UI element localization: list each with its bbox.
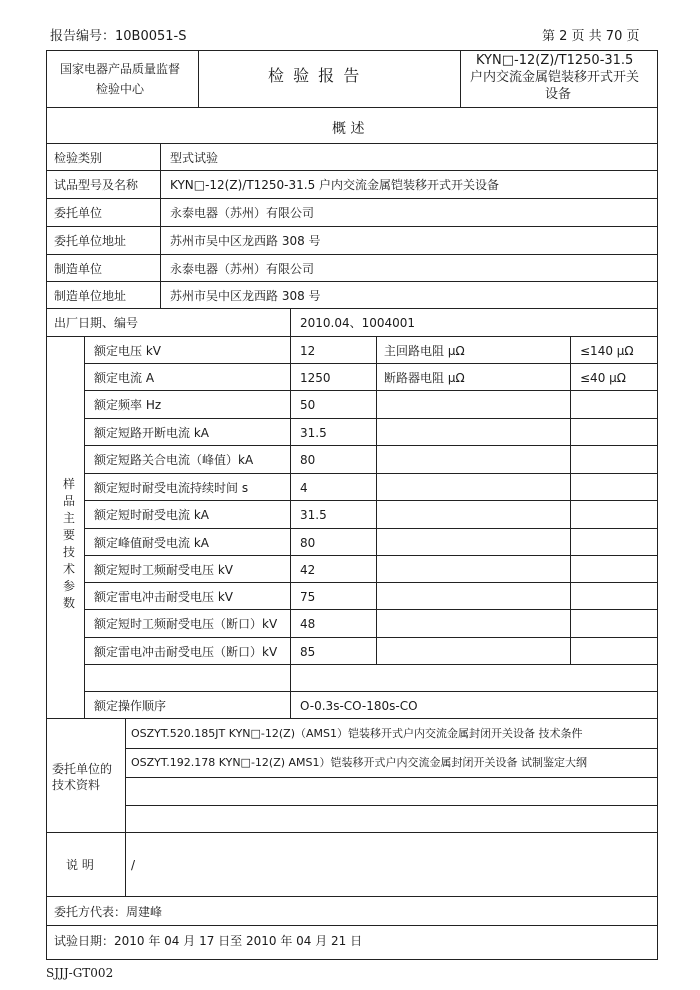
info-label-client-address: 委托单位地址 (54, 234, 127, 248)
param-value-divider (290, 308, 291, 691)
params-group-char: 品 (62, 494, 75, 508)
info-label-manufacturer-address: 制造单位地址 (54, 289, 127, 303)
param-value: 80 (300, 453, 316, 467)
side-param-divider (376, 336, 377, 664)
param-row-rule (84, 555, 658, 556)
params-group-char: 样 (62, 477, 75, 491)
param-row-rule (84, 473, 658, 474)
param-value: 50 (300, 398, 316, 412)
remarks-bottom-rule (46, 896, 658, 897)
info-label-divider (160, 143, 161, 308)
param-row-rule (84, 363, 658, 364)
param-value: 31.5 (300, 426, 327, 440)
param-value: 12 (300, 344, 316, 358)
params-group-char: 参 (62, 579, 75, 593)
info-row-rule (46, 198, 658, 199)
product-title-line3: 设备 (545, 87, 572, 102)
remarks-label: 说 明 (66, 858, 94, 872)
param-name: 额定短路关合电流（峰值）kA (94, 453, 254, 467)
side-param-value-divider (570, 336, 571, 664)
info-row-rule (46, 308, 658, 309)
title-block-divider-right (460, 50, 461, 107)
param-value: 48 (300, 617, 316, 631)
test-date: 试验日期：2010 年 04 月 17 日至 2010 年 04 月 21 日 (54, 934, 363, 948)
param-name: 额定短时工频耐受电压 kV (94, 563, 233, 577)
info-value-manufacturer-address: 苏州市吴中区龙西路 308 号 (170, 289, 321, 303)
page-info: 第 2 页 共 70 页 (542, 29, 640, 44)
param-value: 31.5 (300, 508, 327, 522)
param-name: 额定峰值耐受电流 kA (94, 536, 209, 550)
info-value-manufacturer: 永泰电器（苏州）有限公司 (170, 262, 315, 276)
param-name: 额定短时工频耐受电压（断口）kV (94, 617, 278, 631)
form-code: SJJJ-GT002 (46, 966, 114, 980)
side-param-value: ≤140 μΩ (580, 344, 634, 358)
info-label-model: 试品型号及名称 (54, 178, 139, 192)
param-name: 额定操作顺序 (94, 699, 167, 713)
client-representative: 委托方代表：周建峰 (54, 905, 163, 919)
param-name: 额定短路开断电流 kA (94, 426, 209, 440)
org-name-line2: 检验中心 (96, 82, 145, 96)
params-group-char: 技 (62, 545, 75, 559)
param-row-rule (84, 637, 658, 638)
params-bottom-rule (46, 718, 658, 719)
info-value-test-type: 型式试验 (170, 151, 219, 165)
param-name: 额定电流 A (94, 371, 155, 385)
params-group-char: 术 (62, 562, 75, 576)
param-row-rule (84, 390, 658, 391)
tech-docs-label-line2: 技术资料 (52, 778, 101, 792)
params-group-divider (84, 336, 85, 718)
product-title-line1: KYN□-12(Z)/T1250-31.5 (476, 53, 634, 68)
param-value: 42 (300, 563, 316, 577)
param-row-rule (84, 445, 658, 446)
params-group-char: 数 (62, 596, 75, 610)
param-row-rule (84, 691, 658, 692)
tech-docs-bottom-rule (46, 832, 658, 833)
param-name: 额定短时耐受电流 kA (94, 508, 209, 522)
param-value: O-0.3s-CO-180s-CO (300, 699, 418, 713)
title-block-divider-left (198, 50, 199, 107)
info-row-rule (46, 170, 658, 171)
tech-docs-label-divider (125, 718, 126, 896)
report-number: 报告编号：10B0051-S (50, 29, 187, 44)
org-name-line1: 国家电器产品质量监督 (60, 62, 181, 76)
param-name: 额定雷电冲击耐受电压 kV (94, 590, 233, 604)
tech-doc-rule (125, 805, 658, 806)
param-value: 85 (300, 645, 316, 659)
title-block-bottom-rule (46, 107, 658, 108)
param-row-rule (84, 609, 658, 610)
info-value-client-address: 苏州市吴中区龙西路 308 号 (170, 234, 321, 248)
section-title-rule (46, 143, 658, 144)
param-row-rule (84, 582, 658, 583)
info-label-client: 委托单位 (54, 206, 103, 220)
side-param-value: ≤40 μΩ (580, 371, 626, 385)
param-row-rule (84, 500, 658, 501)
tech-doc-rule (125, 748, 658, 749)
tech-doc-item: OSZYT.520.185JT KYN□-12(Z)（AMS1）铠装移开式户内交流金属封闭开关设备 技术条件 (131, 727, 583, 740)
param-name: 额定电压 kV (94, 344, 161, 358)
info-row-rule (46, 281, 658, 282)
param-row-rule (84, 418, 658, 419)
remarks-value: / (131, 858, 136, 872)
side-param-name: 主回路电阻 μΩ (384, 344, 465, 358)
tech-docs-label-line1: 委托单位的 (52, 762, 113, 776)
param-value: 80 (300, 536, 316, 550)
param-value: 4 (300, 481, 308, 495)
product-title-line2: 户内交流金属铠装移开式开关 (470, 70, 640, 85)
param-name: 额定短时耐受电流持续时间 s (94, 481, 249, 495)
info-value-model: KYN□-12(Z)/T1250-31.5 户内交流金属铠装移开式开关设备 (170, 178, 500, 192)
section-title: 概 述 (332, 121, 365, 137)
param-value: 75 (300, 590, 316, 604)
param-row-rule (84, 528, 658, 529)
info-value-client: 永泰电器（苏州）有限公司 (170, 206, 315, 220)
param-value-divider (290, 691, 291, 718)
factory-date-value: 2010.04、1004001 (300, 316, 416, 330)
params-group-char: 主 (62, 511, 75, 525)
params-group-label (62, 476, 76, 612)
param-value: 1250 (300, 371, 331, 385)
param-name: 额定频率 Hz (94, 398, 162, 412)
tech-doc-rule (125, 777, 658, 778)
tech-doc-item: OSZYT.192.178 KYN□-12(Z) AMS1）铠装移开式户内交流金属封闭开关设备 试制鉴定大纲 (131, 756, 588, 769)
representative-rule (46, 925, 658, 926)
info-label-test-type: 检验类别 (54, 151, 103, 165)
info-label-manufacturer: 制造单位 (54, 262, 103, 276)
factory-date-rule (46, 336, 658, 337)
factory-date-label: 出厂日期、编号 (54, 316, 139, 330)
param-name: 额定雷电冲击耐受电压（断口）kV (94, 645, 278, 659)
report-title: 检 验 报 告 (268, 66, 362, 85)
side-param-name: 断路器电阻 μΩ (384, 371, 465, 385)
info-row-rule (46, 226, 658, 227)
params-group-char: 要 (62, 528, 75, 542)
info-row-rule (46, 254, 658, 255)
param-row-rule (84, 664, 658, 665)
